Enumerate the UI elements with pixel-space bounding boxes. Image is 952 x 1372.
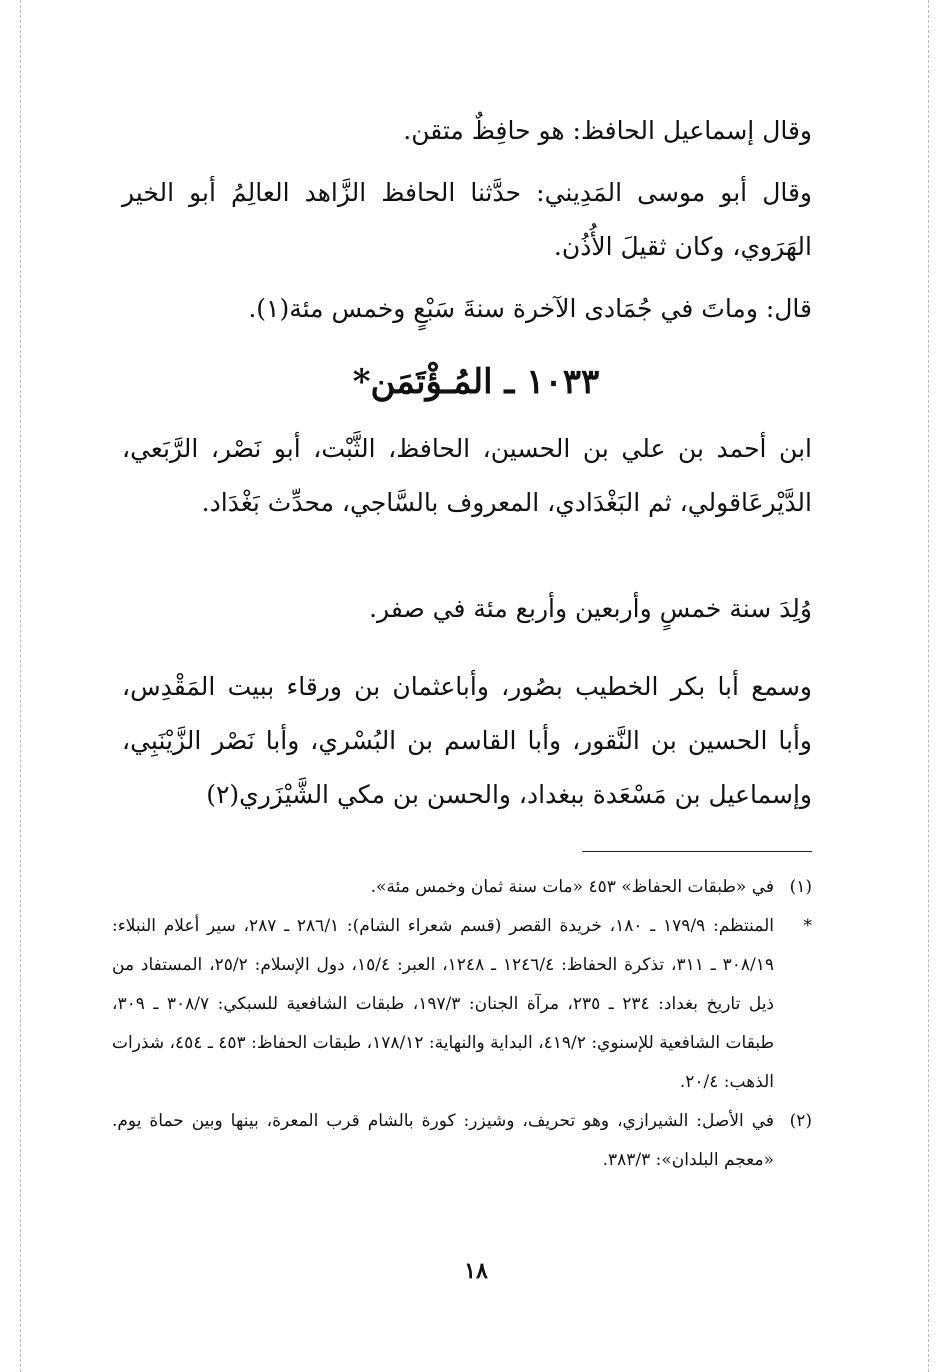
footnote-marker: (٢) xyxy=(789,1111,812,1131)
paragraph-birth: وُلِدَ سنة خمسٍ وأربعين وأربع مئة في صفر. xyxy=(369,594,812,623)
footnote-1 xyxy=(112,868,812,907)
footnote-marker: (١) xyxy=(789,877,812,897)
paragraph-lineage: ابن أحمد بن علي بن الحسين، الحافظ، الثَّبْت، أبو نَصْر، الرَّبَعي، الدَّيْرعَاقولي، ثم البَغْدَادي، المعروف بالسَّاجي، محدِّث بَغْدَاد. xyxy=(122,434,812,517)
entry-heading: ١٠٣٣ ـ المُـؤْتَمَن* xyxy=(352,362,600,402)
footnote-separator xyxy=(582,851,812,852)
right-margin-guide xyxy=(928,0,929,1372)
footnote-text: المنتظم: ١٧٩/٩ ـ ١٨٠، خريدة القصر (قسم شعراء الشام): ٢٨٦/١ ـ ٢٨٧، سير أعلام النبلاء: ٣٠٨/١٩ ـ ٣١١، تذكرة الحفاظ: ١٢٤٦/٤ ـ ١٢٤٨، العبر: ١٥/٤، دول الإسلام: ٢٥/٢، المستفاد من ذيل تاريخ بغداد: ٢٣٤ ـ ٢٣٥، مرآة الجنان: ١٩٧/٣، طبقات الشافعية للسبكي: ٣٠٨/٧ ـ ٣٠٩، طبقات الشافعية للإسنوي: ٤١٩/٢، البداية والنهاية: ١٧٨/١٢، طبقات الحفاظ: ٤٥٣ ـ ٤٥٤، شذرات الذهب: ٢٠/٤. xyxy=(112,916,774,1092)
footnote-sources xyxy=(112,907,812,1102)
footnote-2 xyxy=(112,1102,812,1180)
page-number: ١٨ xyxy=(464,1258,488,1284)
paragraph-abu-musa-quote: وقال أبو موسى المَدِيني: حدَّثنا الحافظ الزَّاهد العالِمُ أبو الخير الهَرَوي، وكان ثقيلَ الأُذُن. xyxy=(122,178,812,261)
footnote-text: في «طبقات الحفاظ» ٤٥٣ «مات سنة ثمان وخمس مئة». xyxy=(370,877,774,897)
left-margin-guide xyxy=(20,0,21,1372)
paragraph-death-date: قال: وماتَ في جُمَادى الآخرة سنةَ سَبْعٍ وخمس مئة(١). xyxy=(248,294,812,323)
footnotes xyxy=(112,868,812,1180)
footnote-marker: * xyxy=(803,916,812,936)
paragraph-ismail-quote: وقال إسماعيل الحافظ: هو حافِظٌ متقن. xyxy=(403,116,812,145)
paragraph-teachers: وسمع أبا بكر الخطيب بصُور، وأباعثمان بن ورقاء ببيت المَقْدِس، وأبا الحسين بن النَّقور، وأبا القاسم بن البُسْري، وأبا نَصْر الزَّيْنَبِي، وإسماعيل بن مَسْعَدة ببغداد، والحسن بن مكي الشَّيْزَري(٢) xyxy=(122,672,812,809)
footnote-text: في الأصل: الشيرازي، وهو تحريف، وشيزر: كورة بالشام قرب المعرة، بينها وبين حماة يوم. «معجم البلدان»: ٣٨٣/٣. xyxy=(112,1111,774,1170)
